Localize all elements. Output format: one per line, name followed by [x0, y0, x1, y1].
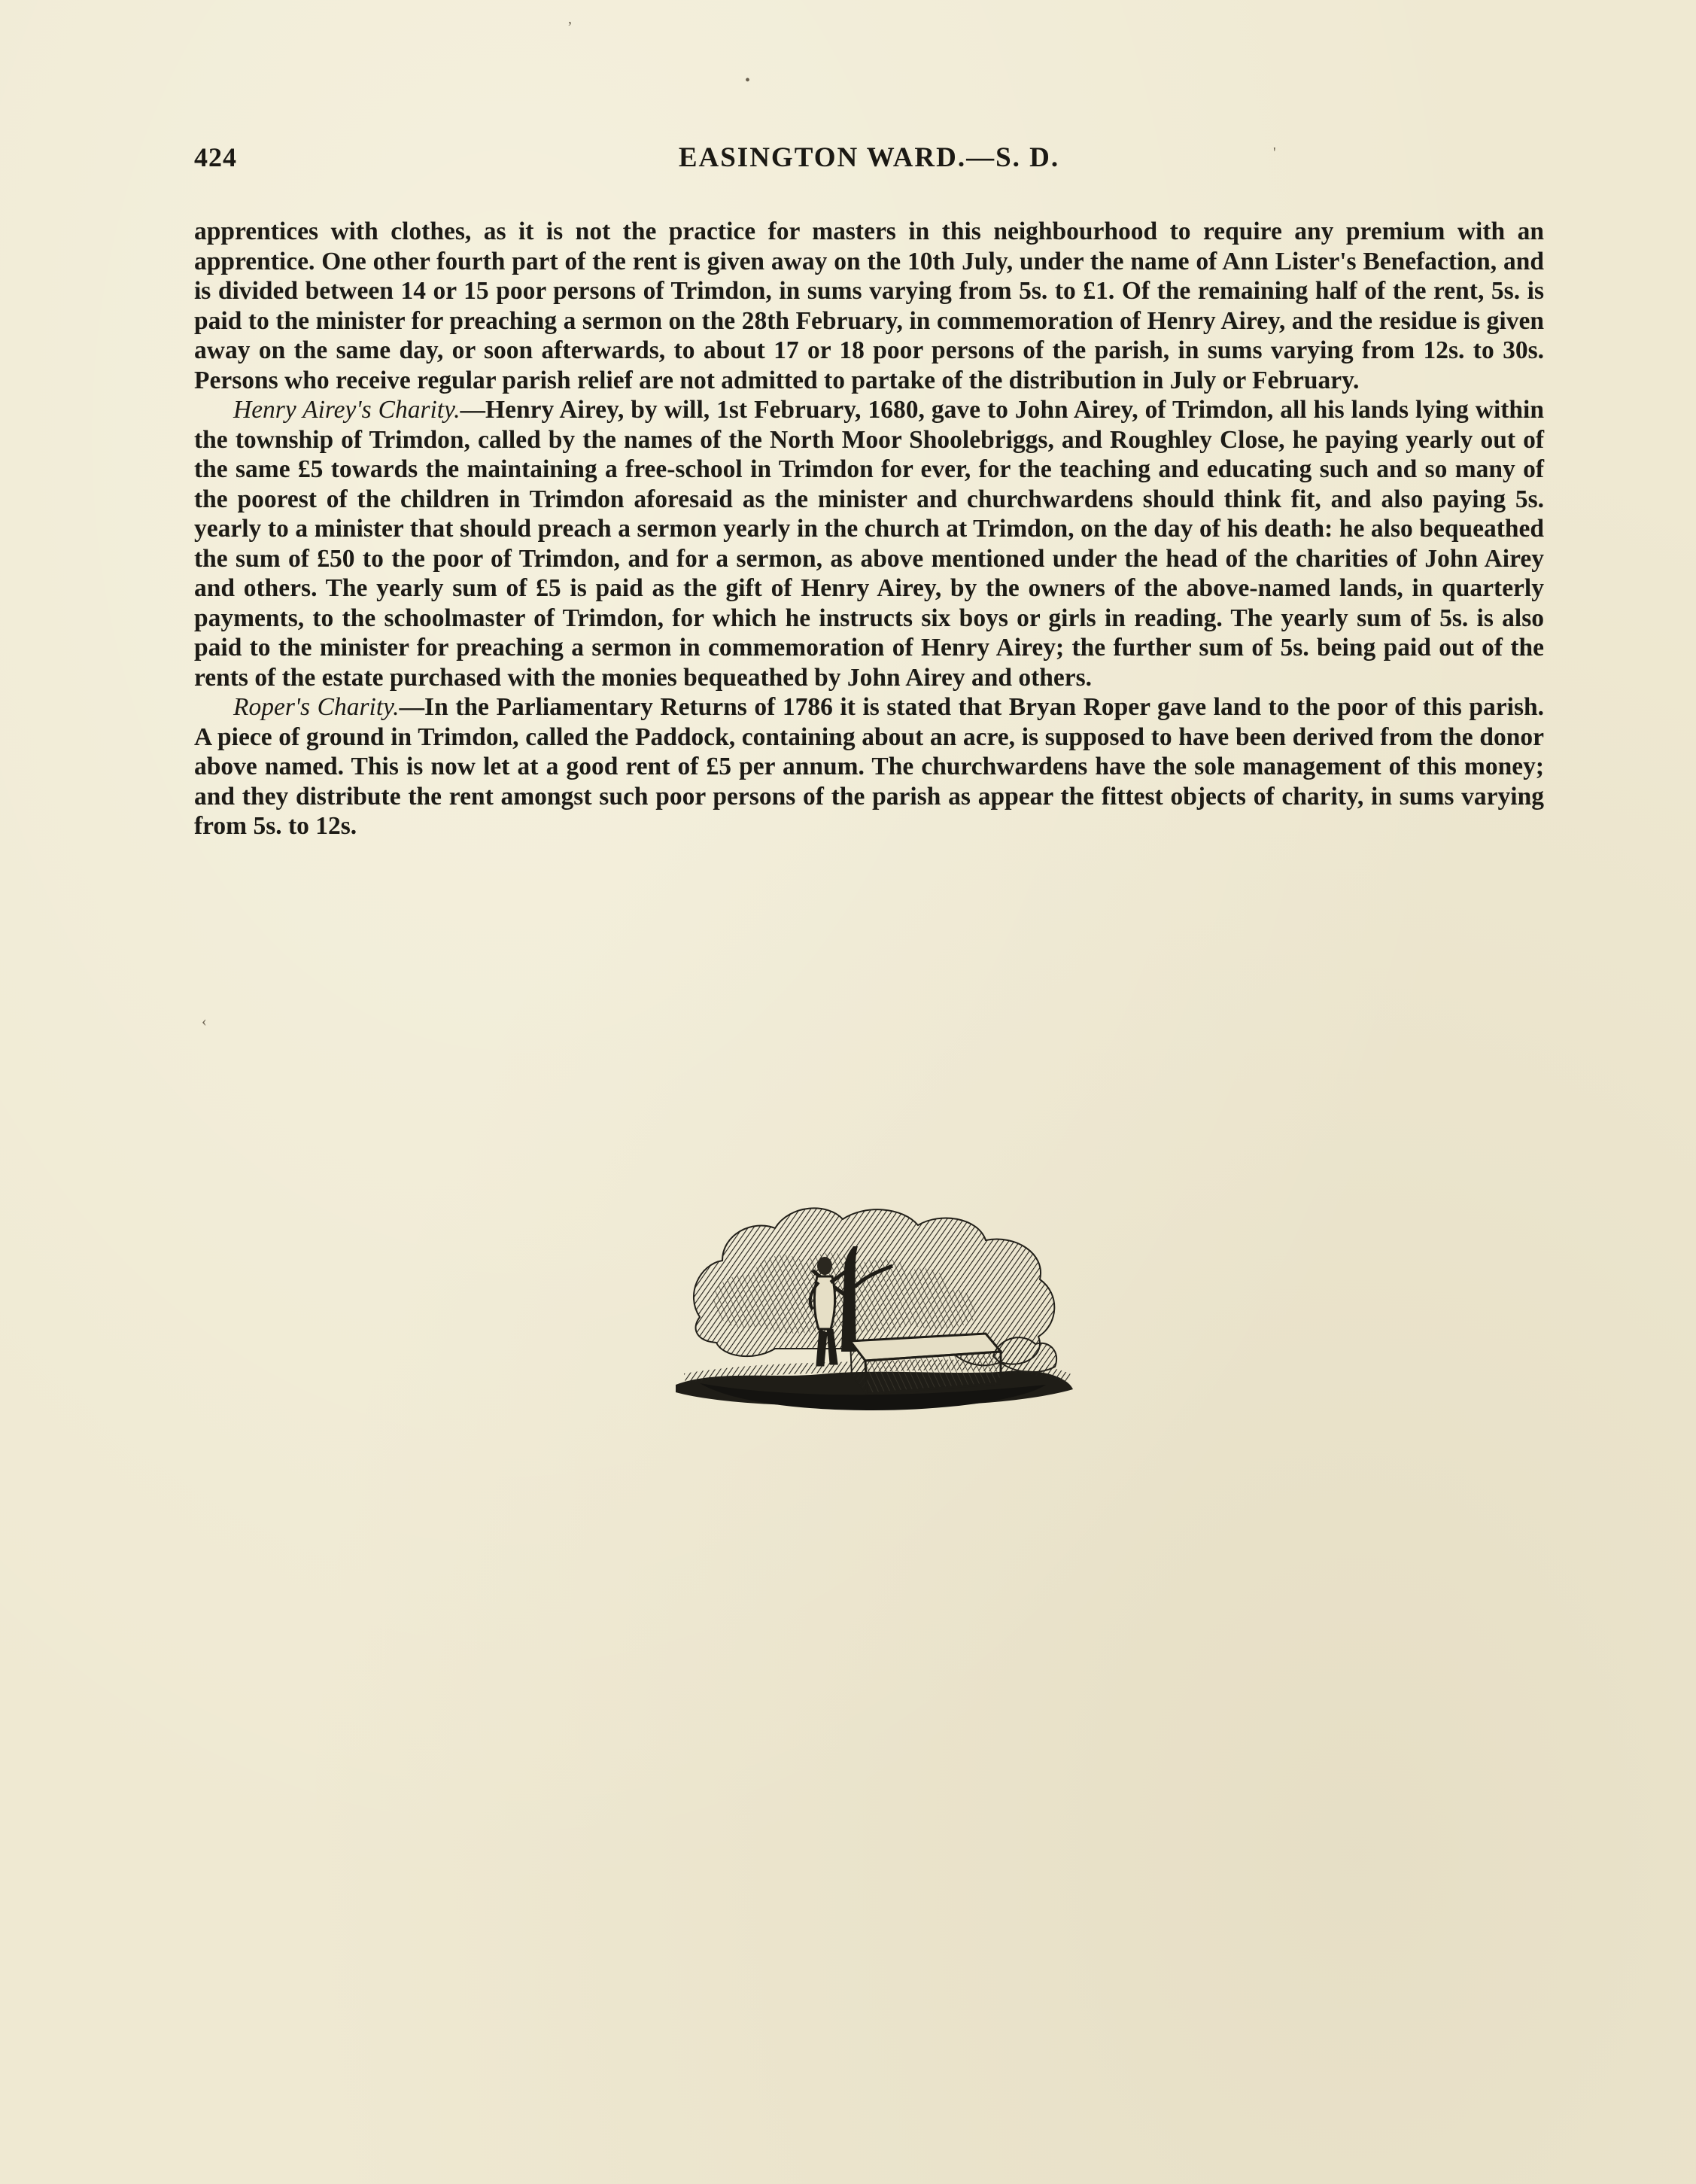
body-text	[194, 217, 1544, 841]
book-page	[194, 135, 1544, 841]
engraved-vignette-figure-by-well	[670, 1182, 1076, 1415]
section-lead-roper: Roper's Charity.	[233, 693, 400, 721]
speck: '	[1273, 144, 1276, 161]
speck: ‹	[202, 1013, 207, 1030]
running-head	[194, 135, 1544, 185]
show-through-text	[194, 926, 1544, 1058]
speck: •	[745, 72, 751, 89]
section-lead-henry-airey: Henry Airey's Charity.	[233, 396, 460, 424]
paragraph-roper-body: —In the Parliamentary Returns of 1786 it is stated that Bryan Roper gave land to the poor of this parish. A piece of ground in Trimdon, called the Paddock, containing about an acre, is supposed to have been derived from the donor above named. This is now let at a good rent of £5 per annum. The churchwardens have the sole management of this money; and they distribute the rent amongst such poor persons of the parish as appear the fittest objects of charity, in sums varying from 5s. to 12s.	[194, 693, 1544, 840]
page-number: 424	[194, 142, 237, 172]
paragraph-henry-airey-charity	[194, 395, 1544, 692]
paragraph-henry-airey-body: —Henry Airey, by will, 1st February, 1680, gave to John Airey, of Trimdon, all his lands lying within the township of Trimdon, called by the names of the North Moor Shoolebriggs, and Roughley Close, he paying yearly out of the same £5 towards the maintaining a free-school in Trimdon for ever, for the teaching and educating such and so many of the poorest of the children in Trimdon aforesaid as the minister and churchwardens should think fit, and also paying 5s. yearly to a minister that should preach a sermon yearly in the church at Trimdon, on the day of his death: he also bequeathed the sum of £50 to the poor of Trimdon, and for a sermon, as above mentioned under the head of the charities of John Airey and others. The yearly sum of £5 is paid as the gift of Henry Airey, by the owners of the above-named lands, in quarterly payments, to the schoolmaster of Trimdon, for which he instructs six boys or girls in reading. The yearly sum of 5s. is also paid to the minister for preaching a sermon in commemoration of Henry Airey; the further sum of 5s. being paid out of the rents of the estate purchased with the monies bequeathed by John Airey and others.	[194, 396, 1544, 692]
speck: ,	[568, 11, 572, 27]
paragraph-roper-charity	[194, 692, 1544, 841]
paragraph-continued: apprentices with clothes, as it is not the practice for masters in this neighbourhood to require any premium with an apprentice. One other fourth part of the rent is given away on the 10th July, under the name of Ann Lister's Benefaction, and is divided between 14 or 15 poor persons of Trimdon, in sums varying from 5s. to £1. Of the remaining half of the rent, 5s. is paid to the minister for preaching a sermon on the 28th February, in commemoration of Henry Airey, and the residue is given away on the same day, or soon afterwards, to about 17 or 18 poor persons of the parish, in sums varying from 12s. to 30s. Persons who receive regular parish relief are not admitted to partake of the distribution in July or February.	[194, 217, 1544, 394]
running-title: EASINGTON WARD.—S. D.	[678, 142, 1060, 173]
